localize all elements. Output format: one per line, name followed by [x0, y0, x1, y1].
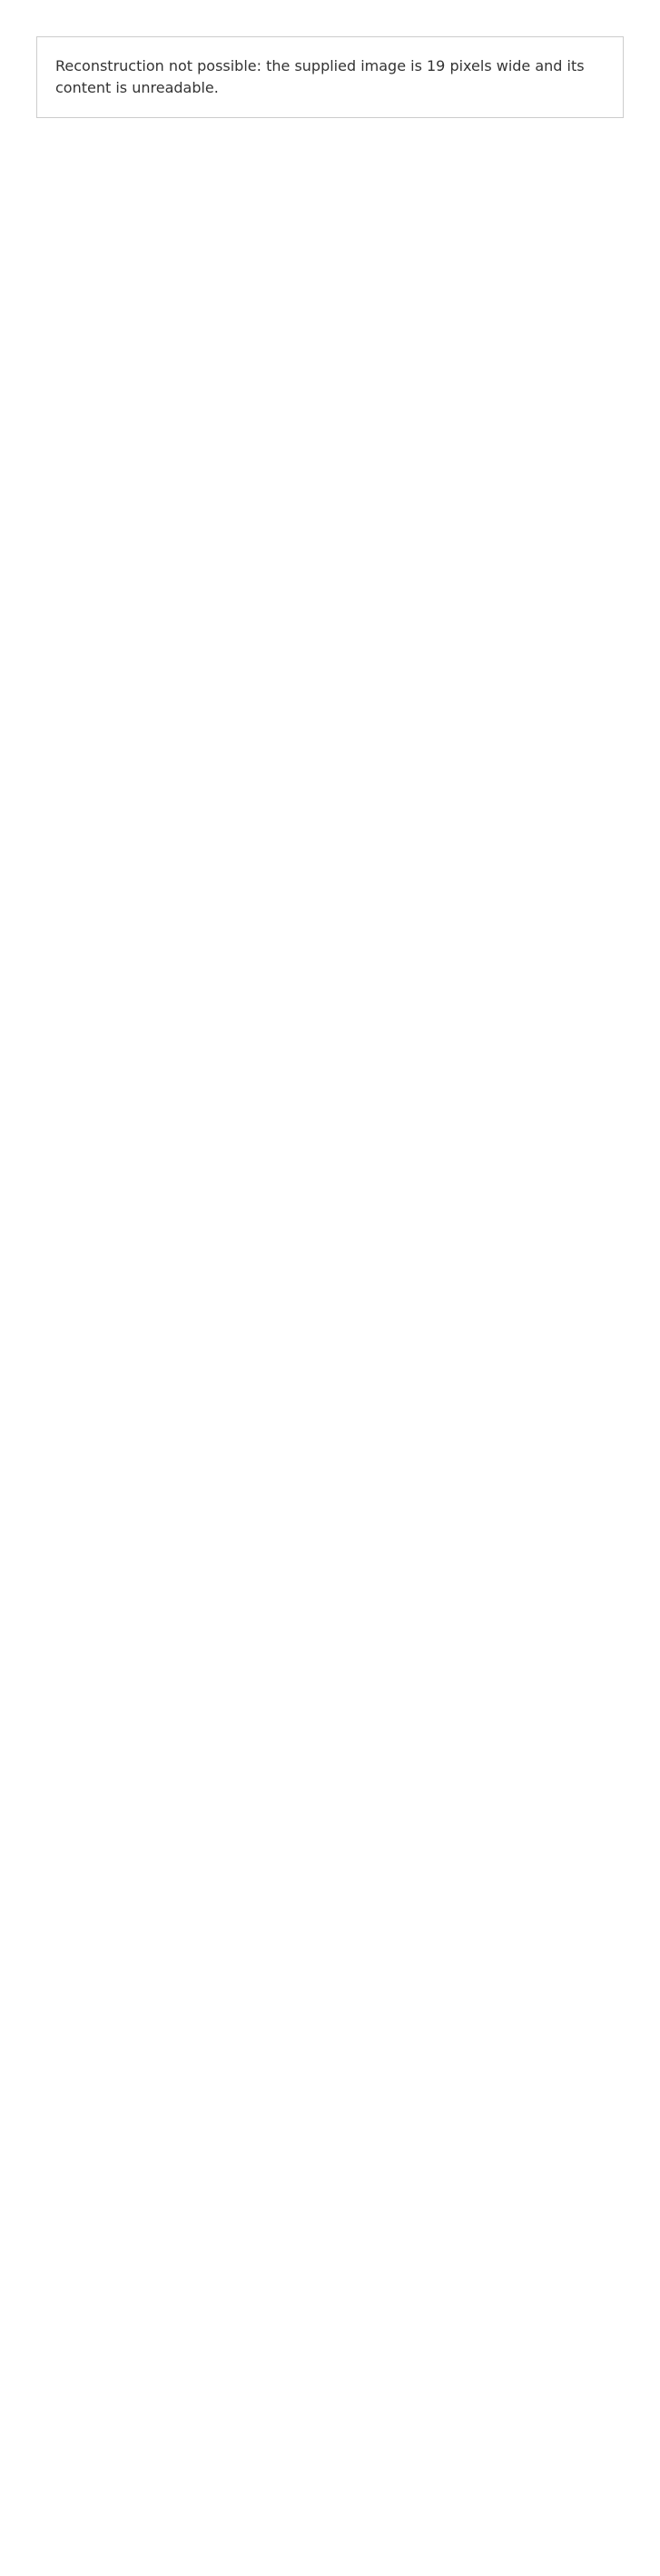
reconstruction-notice: Reconstruction not possible: the supplied image is 19 pixels wide and its content is unreadable. — [36, 36, 624, 118]
